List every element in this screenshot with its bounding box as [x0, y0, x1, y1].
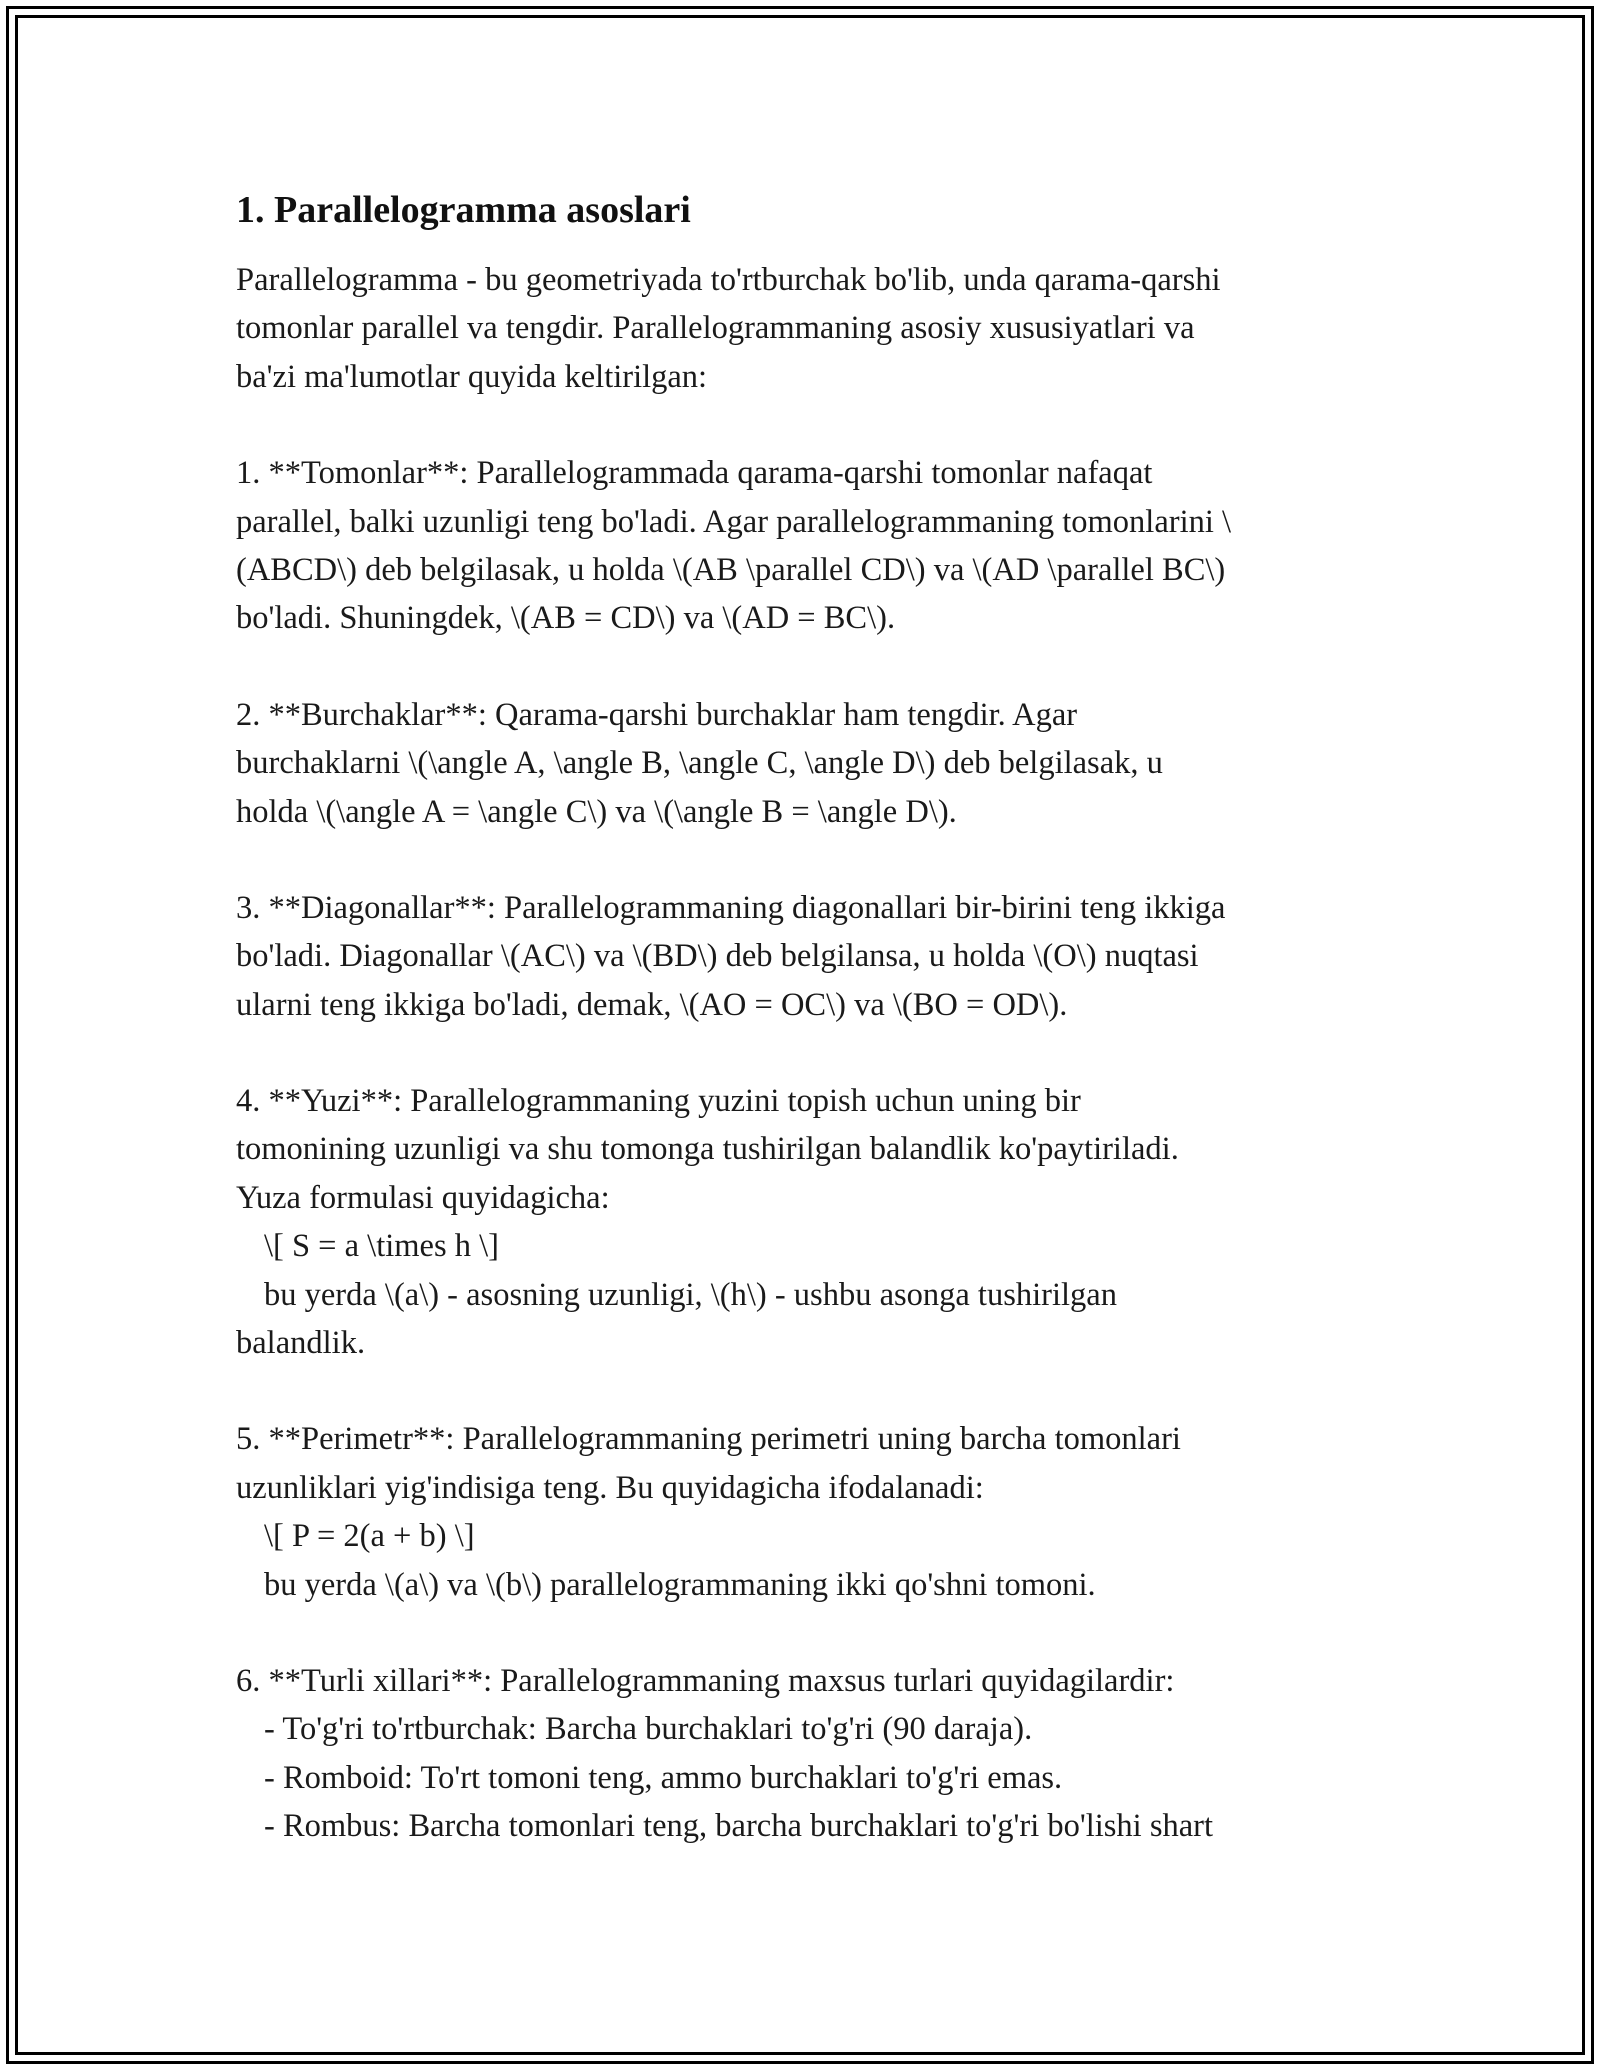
item-turli-xillari [236, 1657, 1376, 1851]
item-line: balandlik. [236, 1325, 366, 1362]
item-yuzi [236, 1077, 1376, 1367]
item-line: bu yerda \(a\) va \(b\) parallelogrammaning ikki qo'shni tomoni. [264, 1566, 1096, 1603]
item-line: ularni teng ikkiga bo'ladi, demak, \(AO = OC\) va \(BO = OD\). [236, 986, 1068, 1023]
bullet-line: - Rombus: Barcha tomonlari teng, barcha burchaklari to'g'ri bo'lishi shart [264, 1808, 1213, 1845]
intro-paragraph [236, 256, 1376, 401]
formula-line: \[ P = 2(a + b) \] [264, 1518, 475, 1555]
item-line: parallel, balki uzunligi teng bo'ladi. Agar parallelogrammaning tomonlarini \ [236, 503, 1232, 540]
item-line: holda \(\angle A = \angle C\) va \(\angle B = \angle D\). [236, 793, 957, 830]
intro-line: ba'zi ma'lumotlar quyida keltirilgan: [236, 358, 708, 395]
intro-line: tomonlar parallel va tengdir. Parallelogrammaning asosiy xususiyatlari va [236, 310, 1195, 347]
item-line: (ABCD\) deb belgilasak, u holda \(AB \parallel CD\) va \(AD \parallel BC\) [236, 551, 1226, 588]
item-tomonlar [236, 449, 1376, 643]
item-perimetr [236, 1415, 1376, 1609]
intro-line: Parallelogramma - bu geometriyada to'rtburchak bo'lib, unda qarama-qarshi [236, 262, 1221, 298]
item-line: 2. **Burchaklar**: Qarama-qarshi burchaklar ham tengdir. Agar [236, 696, 1078, 733]
item-line: 6. **Turli xillari**: Parallelogrammaning maxsus turlari quyidagilardir: [236, 1662, 1175, 1699]
item-line: 5. **Perimetr**: Parallelogrammaning perimetri uning barcha tomonlari [236, 1421, 1181, 1458]
item-line: bo'ladi. Shuningdek, \(AB = CD\) va \(AD = BC\). [236, 600, 896, 637]
bullet-line: - Romboid: To'rt tomoni teng, ammo burchaklari to'g'ri emas. [264, 1759, 1063, 1796]
item-line: bo'ladi. Diagonallar \(AC\) va \(BD\) deb belgilansa, u holda \(O\) nuqtasi [236, 938, 1199, 975]
bullet-line: - To'g'ri to'rtburchak: Barcha burchaklari to'g'ri (90 daraja). [264, 1711, 1033, 1748]
item-line: burchaklarni \(\angle A, \angle B, \angle C, \angle D\) deb belgilasak, u [236, 745, 1163, 782]
item-line: Yuza formulasi quyidagicha: [236, 1179, 610, 1216]
item-line: 1. **Tomonlar**: Parallelogrammada qarama-qarshi tomonlar nafaqat [236, 455, 1153, 492]
page-title: 1. Parallelogramma asoslari [236, 189, 691, 231]
item-line: tomonining uzunligi va shu tomonga tushirilgan balandlik ko'paytiriladi. [236, 1131, 1179, 1168]
item-line: bu yerda \(a\) - asosning uzunligi, \(h\) - ushbu asonga tushirilgan [264, 1276, 1117, 1313]
item-burchaklar [236, 691, 1376, 836]
item-line: uzunliklari yig'indisiga teng. Bu quyidagicha ifodalanadi: [236, 1469, 984, 1506]
item-line: 4. **Yuzi**: Parallelogrammaning yuzini topish uchun uning bir [236, 1083, 1081, 1120]
document-body [236, 186, 1376, 1899]
item-diagonallar [236, 884, 1376, 1029]
formula-line: \[ S = a \times h \] [264, 1228, 499, 1265]
item-line: 3. **Diagonallar**: Parallelogrammaning diagonallari bir-birini teng ikkiga [236, 889, 1226, 926]
